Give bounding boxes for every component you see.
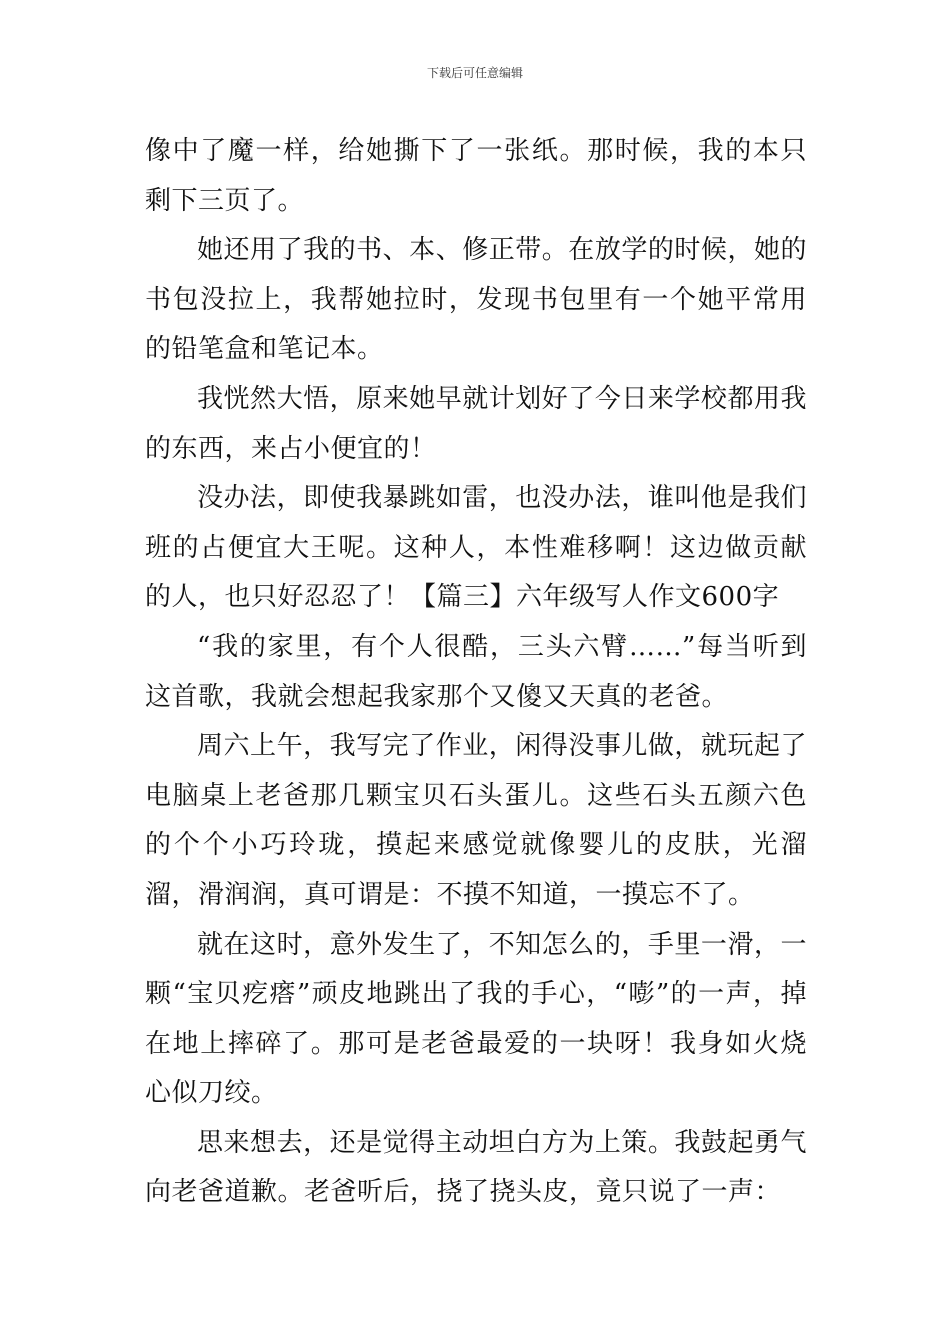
page-header: 下载后可任意编辑 xyxy=(426,66,523,80)
paragraph: 她还用了我的书、本、修正带。在放学的时候，她的书包没拉上，我帮她拉时，发现书包里有一个她平常用的铅笔盒和笔记本。 xyxy=(145,235,807,365)
paragraph: “我的家里，有个人很酷，三头六臂……”每当听到这首歌，我就会想起我家那个又傻又天真的老爸。 xyxy=(145,631,807,712)
document-body xyxy=(145,127,807,1218)
paragraph: 思来想去，还是觉得主动坦白方为上策。我鼓起勇气向老爸道歉。老爸听后，挠了挠头皮，竟只说了一声： xyxy=(145,1127,807,1208)
paragraph: 像中了魔一样，给她撕下了一张纸。那时候，我的本只剩下三页了。 xyxy=(145,136,807,216)
paragraph: 周六上午，我写完了作业，闲得没事儿做，就玩起了电脑桌上老爸那几颗宝贝石头蛋儿。这些石头五颜六色的个个小巧玲珑，摸起来感觉就像婴儿的皮肤，光溜溜，滑润润，真可谓是：不摸不知道，一摸忘不了。 xyxy=(145,731,807,910)
paragraph: 没办法，即使我暴跳如雷，也没办法，谁叫他是我们班的占便宜大王呢。这种人，本性难移啊！这边做贡献的人，也只好忍忍了！【篇三】六年级写人作文600字 xyxy=(145,483,807,613)
paragraph: 我恍然大悟，原来她早就计划好了今日来学校都用我的东西，来占小便宜的！ xyxy=(145,383,807,464)
paragraph: 就在这时，意外发生了，不知怎么的，手里一滑，一颗“宝贝疙瘩”顽皮地跳出了我的手心，“嘭”的一声，掉在地上摔碎了。那可是老爸最爱的一块呀！我身如火烧心似刀绞。 xyxy=(145,929,807,1109)
